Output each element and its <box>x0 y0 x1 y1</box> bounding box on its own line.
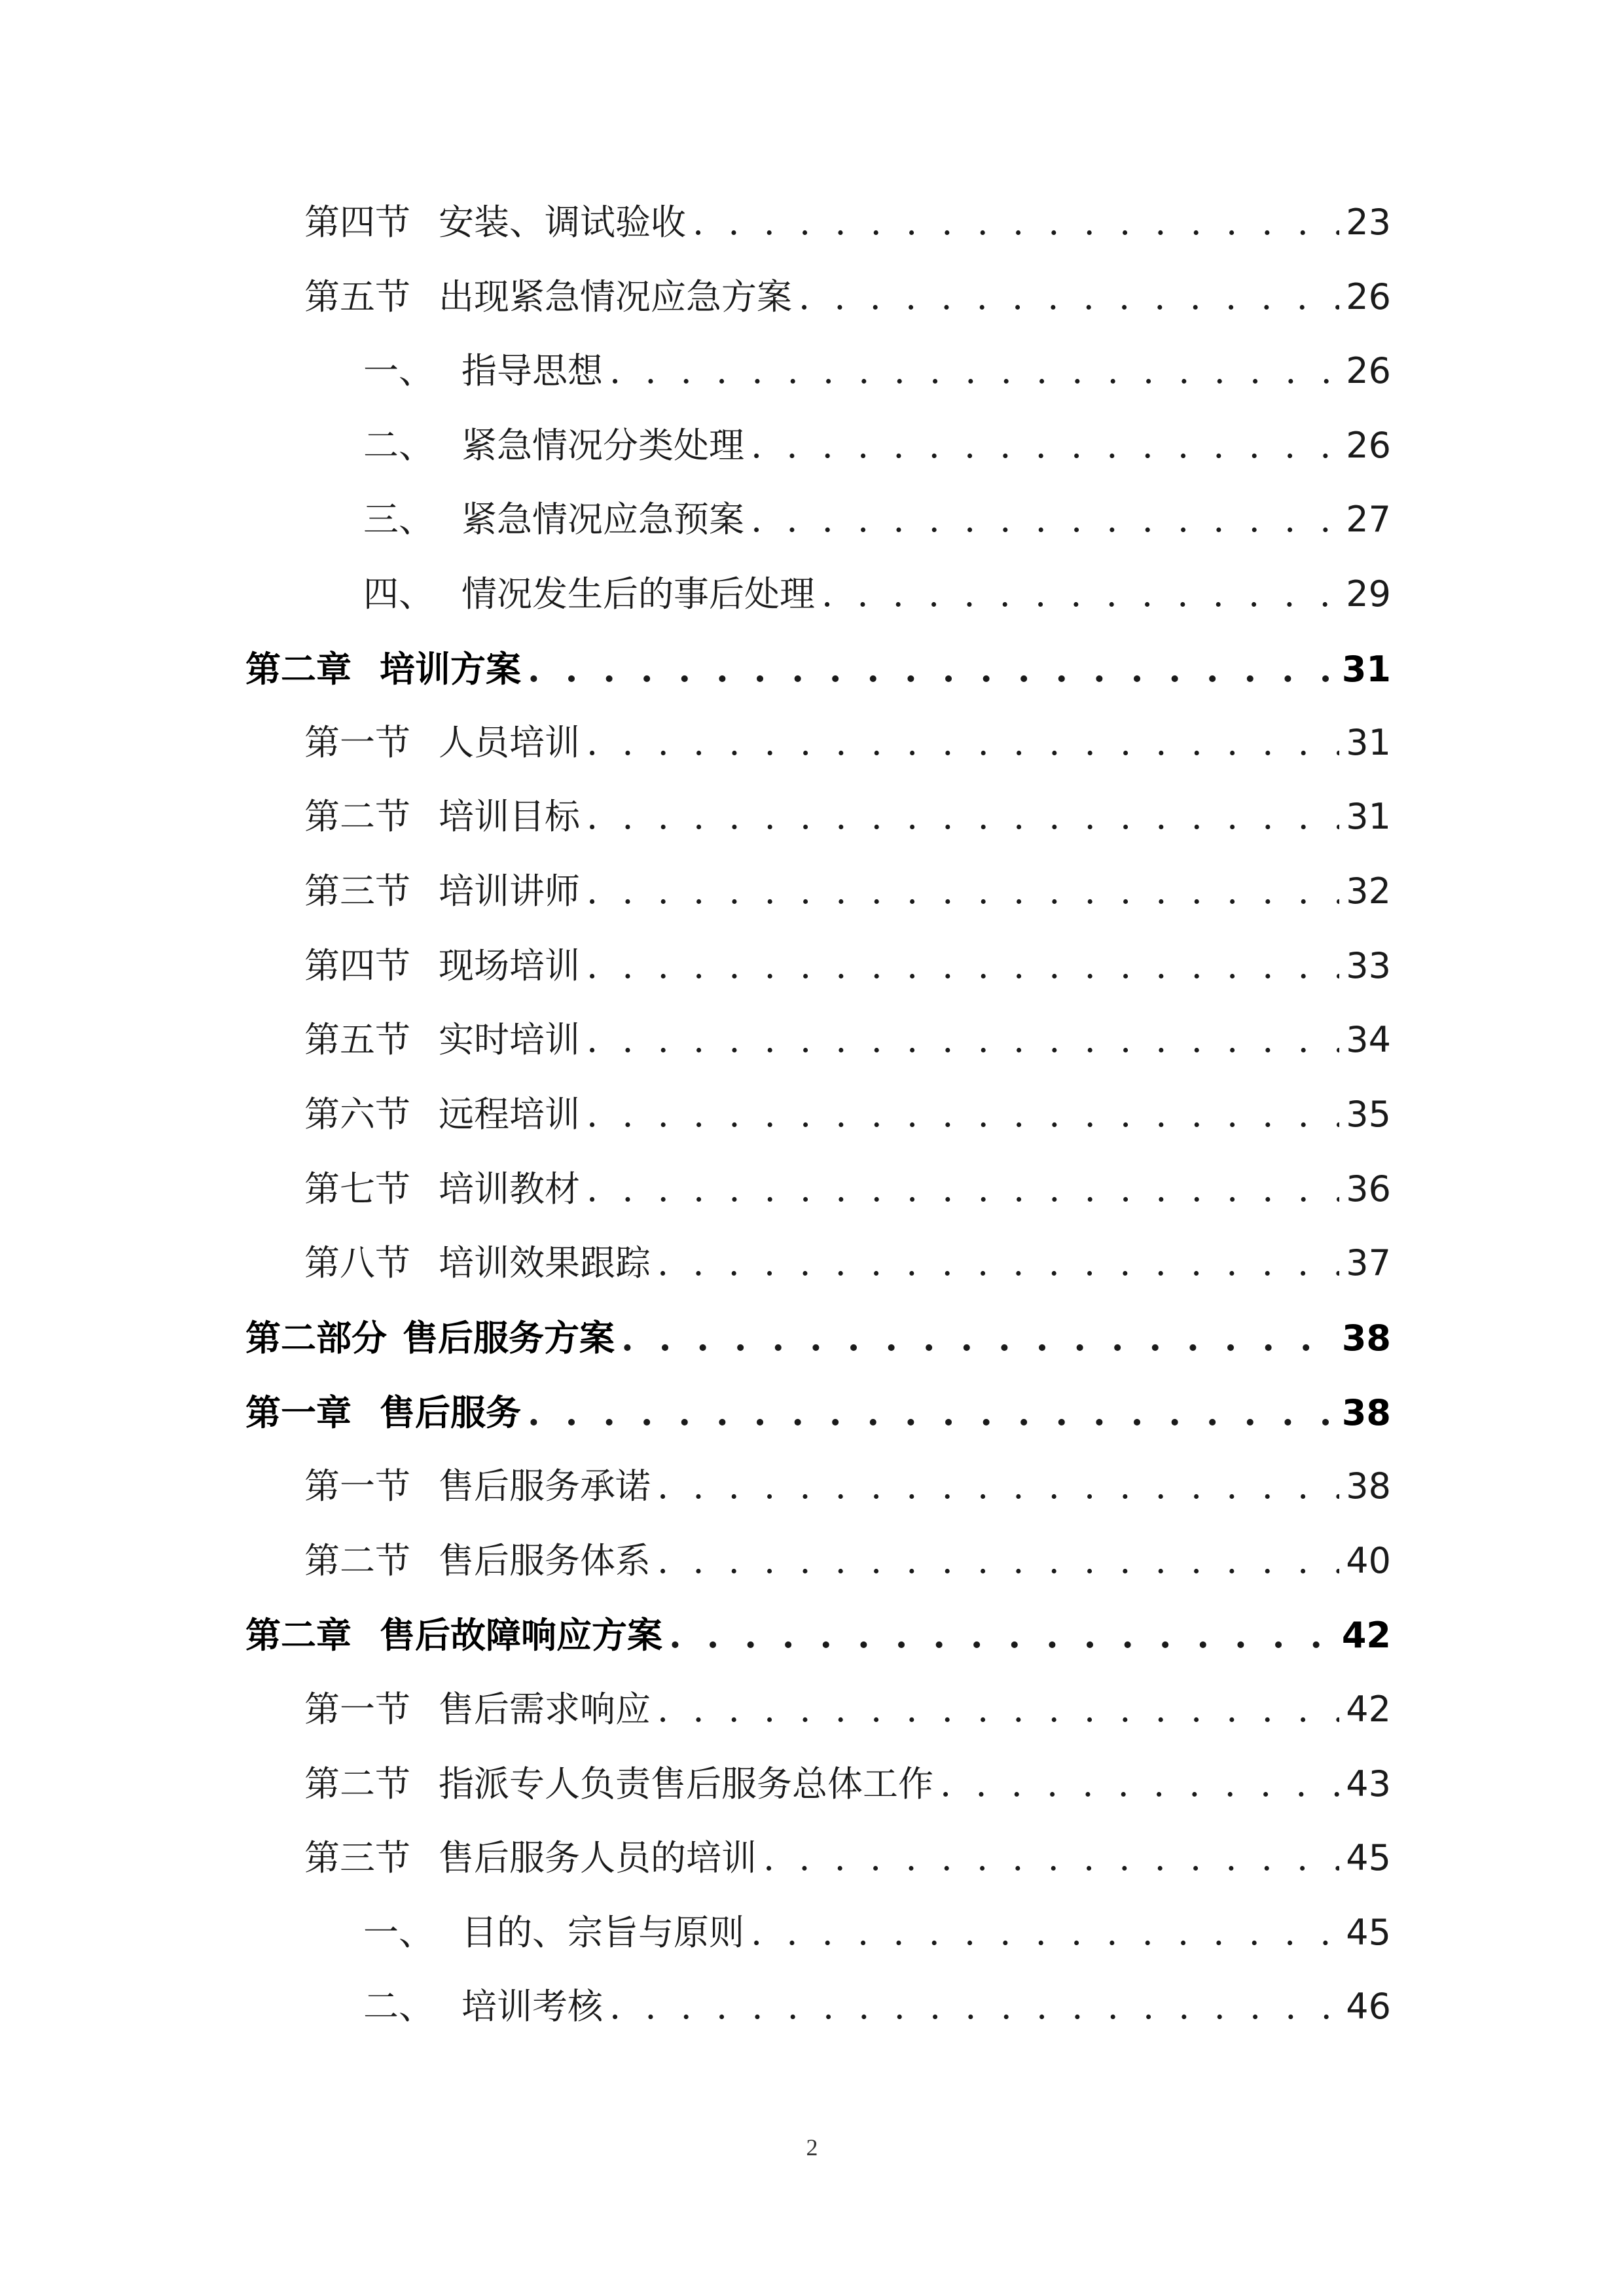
toc-entry-number: 四、 <box>363 573 434 615</box>
dot-leader <box>609 345 1339 397</box>
dot-leader <box>799 271 1339 323</box>
toc-entry-number: 第三节 <box>304 1837 410 1878</box>
dot-leader <box>751 1907 1339 1959</box>
toc-entry-number: 第二节 <box>304 796 410 837</box>
toc-entry-page: 42 <box>1346 1689 1391 1730</box>
toc-entry-page: 45 <box>1346 1837 1391 1878</box>
toc-entry-number: 第五节 <box>304 276 410 317</box>
toc-entry-page: 38 <box>1346 1465 1391 1507</box>
toc-entry-title: 现场培训 <box>439 945 580 986</box>
dot-leader <box>693 196 1339 249</box>
toc-entry[interactable] <box>363 1907 1391 1959</box>
toc-entry-page: 42 <box>1341 1615 1391 1656</box>
toc-entry[interactable] <box>304 717 1391 769</box>
toc-entry-page: 26 <box>1346 350 1391 391</box>
toc-entry-page: 43 <box>1346 1763 1391 1804</box>
toc-entry-number: 三、 <box>363 499 434 540</box>
toc-entry[interactable] <box>304 940 1391 992</box>
toc-entry-title: 实时培训 <box>439 1019 580 1060</box>
toc-entry-number: 第一节 <box>304 722 410 763</box>
dot-leader <box>657 1683 1339 1736</box>
toc-entry-page: 27 <box>1346 499 1391 540</box>
toc-entry-title: 售后服务承诺 <box>439 1465 651 1507</box>
toc-entry-page: 45 <box>1346 1912 1391 1953</box>
toc-entry-title: 紧急情况应急预案 <box>461 499 744 540</box>
toc-entry-page: 46 <box>1346 1986 1391 2027</box>
toc-entry-page: 29 <box>1346 573 1391 615</box>
toc-entry-number: 第二章 <box>245 648 352 690</box>
dot-leader <box>751 493 1339 546</box>
dot-leader <box>763 1832 1339 1884</box>
dot-leader <box>586 1163 1339 1215</box>
toc-entry-number: 第六节 <box>304 1094 410 1135</box>
toc-entry-number: 一、 <box>363 1912 434 1953</box>
dot-leader <box>586 1014 1339 1066</box>
toc-entry-chapter[interactable] <box>245 1386 1391 1439</box>
toc-entry-part[interactable] <box>245 1312 1391 1364</box>
toc-entry[interactable] <box>304 1088 1391 1141</box>
dot-leader <box>821 568 1339 620</box>
toc-entry-number: 二、 <box>363 1986 434 2027</box>
toc-entry-page: 31 <box>1346 722 1391 763</box>
toc-entry-title: 售后服务 <box>380 1392 521 1433</box>
toc-entry-number: 第一节 <box>304 1465 410 1507</box>
toc-entry[interactable] <box>363 493 1391 546</box>
toc-entry-page: 40 <box>1346 1540 1391 1581</box>
dot-leader <box>586 791 1339 843</box>
toc-entry-title: 目的、宗旨与原则 <box>461 1912 744 1953</box>
toc-entry-page: 37 <box>1346 1242 1391 1283</box>
toc-entry-number: 第二部分 <box>245 1317 387 1359</box>
toc-entry-page: 38 <box>1341 1318 1391 1359</box>
toc-entry-number: 第一章 <box>245 1391 352 1433</box>
dot-leader <box>621 1312 1335 1364</box>
toc-entry-title: 培训目标 <box>439 796 580 837</box>
toc-entry-title: 情况发生后的事后处理 <box>461 573 815 615</box>
toc-entry-title: 人员培训 <box>439 722 580 763</box>
toc-entry-number: 第二节 <box>304 1763 410 1804</box>
dot-leader <box>657 1535 1339 1587</box>
toc-entry-number: 第七节 <box>304 1168 410 1210</box>
toc-entry-title: 售后服务人员的培训 <box>439 1837 757 1878</box>
toc-entry[interactable] <box>363 1981 1391 2033</box>
dot-leader <box>528 1386 1335 1439</box>
toc-entry-title: 培训教材 <box>439 1168 580 1210</box>
dot-leader <box>657 1237 1339 1289</box>
dot-leader <box>657 1460 1339 1513</box>
toc-entry-number: 第三节 <box>304 870 410 912</box>
toc-entry-page: 32 <box>1346 870 1391 912</box>
toc-entry[interactable] <box>304 1163 1391 1215</box>
toc-entry-page: 35 <box>1346 1094 1391 1135</box>
toc-entry-page: 31 <box>1341 649 1391 690</box>
toc-entry-page: 33 <box>1346 945 1391 986</box>
toc-entry-chapter[interactable] <box>245 1609 1391 1661</box>
toc-entry[interactable] <box>304 1460 1391 1513</box>
toc-entry-number: 第四节 <box>304 202 410 243</box>
dot-leader <box>586 865 1339 918</box>
toc-entry-number: 第二节 <box>304 1540 410 1581</box>
dot-leader <box>586 940 1339 992</box>
toc-entry-title: 出现紧急情况应急方案 <box>439 276 792 317</box>
toc-entry-number: 一、 <box>363 350 434 391</box>
dot-leader <box>528 643 1335 695</box>
toc-entry[interactable] <box>304 1683 1391 1736</box>
toc-entry[interactable] <box>304 865 1391 918</box>
toc-entry[interactable] <box>304 791 1391 843</box>
toc-entry[interactable] <box>363 568 1391 620</box>
toc-entry-title: 售后服务体系 <box>439 1540 651 1581</box>
toc-entry[interactable] <box>304 196 1391 249</box>
toc-entry-number: 第二章 <box>245 1614 352 1656</box>
dot-leader <box>751 420 1339 472</box>
dot-leader <box>586 1088 1339 1141</box>
dot-leader <box>609 1981 1339 2033</box>
toc-entry[interactable] <box>363 420 1391 472</box>
toc-entry-title: 售后故障响应方案 <box>380 1615 662 1656</box>
toc-entry-title: 紧急情况分类处理 <box>461 425 744 466</box>
toc-entry-number: 第五节 <box>304 1019 410 1060</box>
toc-entry-title: 安装、调试验收 <box>439 202 686 243</box>
toc-entry-number: 第四节 <box>304 945 410 986</box>
toc-entry-title: 培训效果跟踪 <box>439 1242 651 1283</box>
page-number: 2 <box>806 2134 818 2161</box>
toc-entry-page: 36 <box>1346 1168 1391 1210</box>
toc-entry-number: 第一节 <box>304 1689 410 1730</box>
toc-entry-title: 培训讲师 <box>439 870 580 912</box>
toc-entry[interactable] <box>304 271 1391 323</box>
toc-entry-page: 34 <box>1346 1019 1391 1060</box>
toc-entry-title: 培训方案 <box>380 649 521 690</box>
toc-entry[interactable] <box>304 1758 1391 1810</box>
dot-leader <box>940 1758 1339 1810</box>
toc-entry-number: 二、 <box>363 425 434 466</box>
toc-entry[interactable] <box>304 1832 1391 1884</box>
toc-entry-page: 38 <box>1341 1392 1391 1433</box>
toc-entry-title: 培训考核 <box>461 1986 603 2027</box>
toc-entry-chapter[interactable] <box>245 643 1391 695</box>
toc-entry[interactable] <box>304 1535 1391 1587</box>
toc-entry-page: 31 <box>1346 796 1391 837</box>
toc-entry[interactable] <box>304 1237 1391 1289</box>
toc-entry-page: 26 <box>1346 425 1391 466</box>
toc-entry-title: 远程培训 <box>439 1094 580 1135</box>
toc-entry-number: 第八节 <box>304 1242 410 1283</box>
toc-entry-page: 23 <box>1346 202 1391 243</box>
dot-leader <box>669 1609 1335 1661</box>
dot-leader <box>586 717 1339 769</box>
toc-entry-title: 售后服务方案 <box>403 1318 615 1359</box>
toc-entry-title: 指导思想 <box>461 350 603 391</box>
toc-entry-title: 售后需求响应 <box>439 1689 651 1730</box>
toc-entry[interactable] <box>304 1014 1391 1066</box>
toc-entry[interactable] <box>363 345 1391 397</box>
toc-entry-title: 指派专人负责售后服务总体工作 <box>439 1763 933 1804</box>
toc-entry-page: 26 <box>1346 276 1391 317</box>
